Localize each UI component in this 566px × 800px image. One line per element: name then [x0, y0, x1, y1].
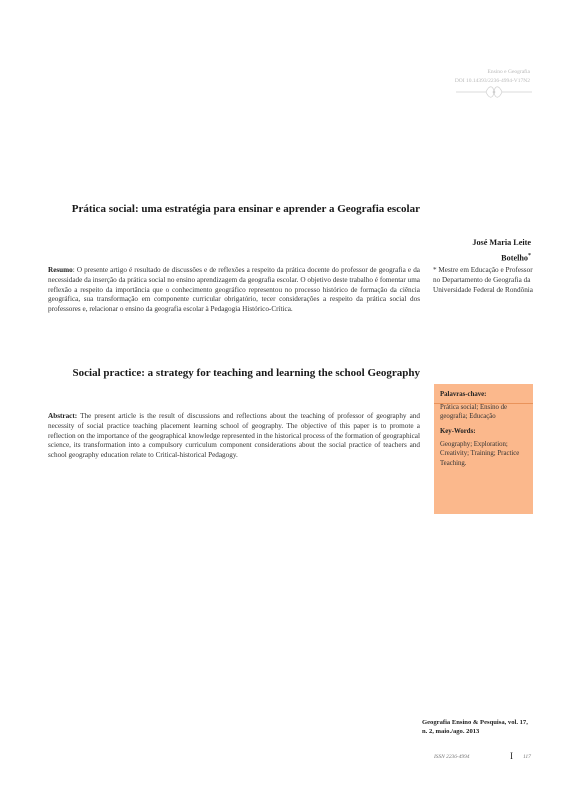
palavras-chave-label: Palavras-chave:	[440, 391, 487, 398]
page-number: 117	[523, 754, 531, 760]
author-footnote-mark: *	[528, 253, 531, 259]
english-abstract	[48, 412, 420, 461]
author-name-line2	[501, 253, 531, 263]
keywords-divider	[434, 403, 533, 404]
issn-text: ISSN 2236-4994	[434, 754, 470, 760]
keywords-box	[434, 384, 533, 514]
decorative-flourish-icon	[454, 82, 534, 102]
english-title: Social practice: a strategy for teaching and learning the school Geography	[72, 367, 420, 379]
page-separator: I	[510, 751, 513, 761]
journal-citation: Geografia Ensino & Pesquisa, vol. 17, n. 2, maio./ago. 2013	[422, 719, 528, 735]
abstract-label: Abstract:	[48, 412, 78, 420]
doi-text: DOI 10.14393/2236-4994-V17N2	[454, 77, 530, 84]
author-name-line1: José Maria Leite	[472, 238, 531, 247]
abstract-text: The present article is the result of discussions and reflections about the teaching of professor of geography and necessity of social practice teaching placement learning school of geography. The objective of this paper is to promote a reflection on the importance of the geographical knowledge represented in the historical process of the formation of geographical science, its transformation into a compulsory curriculum component considerations about the social practice of teachers and school geography education relate to Critical-historical Pedagogy.	[48, 412, 420, 460]
palavras-chave-values: Prática social; Ensino de geografia; Educação	[440, 404, 508, 421]
key-words-label: Key-Words:	[440, 428, 476, 436]
resumo-label: Resumo	[48, 266, 73, 274]
journal-name: Ensino e Geografia	[487, 69, 530, 75]
key-words-values: Geography; Exploration; Creativity; Training; Practice Teaching.	[440, 441, 520, 467]
resumo-text: : O presente artigo é resultado de discussões e de reflexões a respeito da prática docente do professor de geografia e da necessidade da inserção da prática social no ensino aprendizagem da geografia escolar. O objetivo deste trabalho é fomentar uma reflexão a respeito da importância que o conhecimento geográfico representou no processo histórico de formação da ciência geográfica, sua transformação em componente curricular obrigatório, tecer considerações a respeito da prática social dos professores e, relacionar o ensino da geografia escolar à Pedagogia Histórico-Crítica.	[48, 266, 420, 314]
author-surname: Botelho	[501, 253, 528, 263]
author-affiliation-note: * Mestre em Educação e Professor no Departamento de Geografia da Universidade Federal de Rondônia	[433, 266, 533, 294]
portuguese-abstract	[48, 266, 420, 315]
portuguese-title: Prática social: uma estratégia para ensinar e aprender a Geografia escolar	[71, 203, 420, 215]
